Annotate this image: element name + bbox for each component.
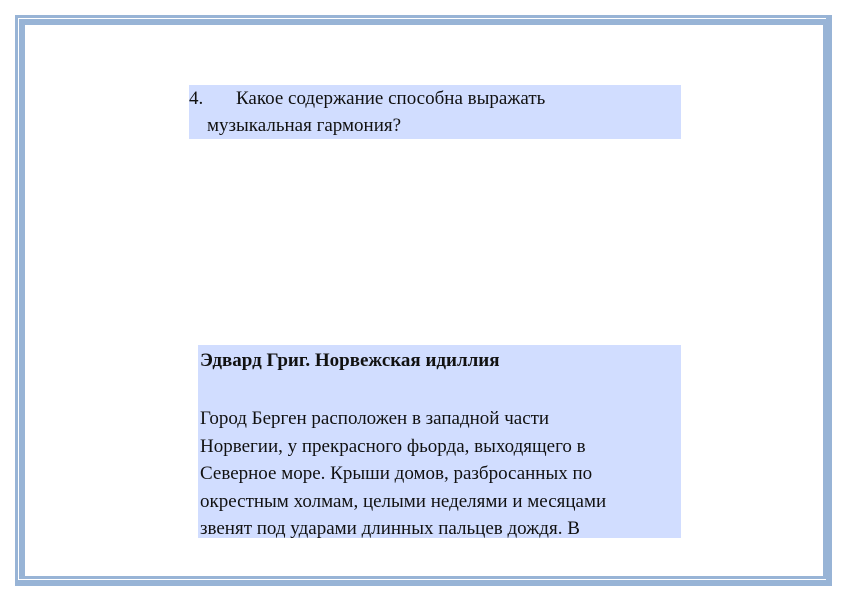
excerpt-block [198, 345, 681, 538]
question-text-line-2: музыкальная гармония? [207, 115, 402, 136]
excerpt-body [200, 405, 680, 543]
excerpt-title: Эдвард Григ. Норвежская идиллия [200, 350, 500, 371]
excerpt-line: окрестным холмам, целыми неделями и месяцами [200, 490, 607, 512]
excerpt-line: Северное море. Крыши домов, разбросанных по [200, 463, 593, 484]
question-text-line-1: Какое содержание способна выражать [236, 88, 546, 109]
question-block [189, 85, 681, 139]
excerpt-line: Город Берген расположен в западной части [200, 408, 550, 429]
question-number: 4. [189, 88, 204, 109]
excerpt-line: звенят под ударами длинных пальцев дождя. В [200, 518, 580, 539]
excerpt-line: Норвегии, у прекрасного фьорда, выходящего в [200, 435, 586, 457]
